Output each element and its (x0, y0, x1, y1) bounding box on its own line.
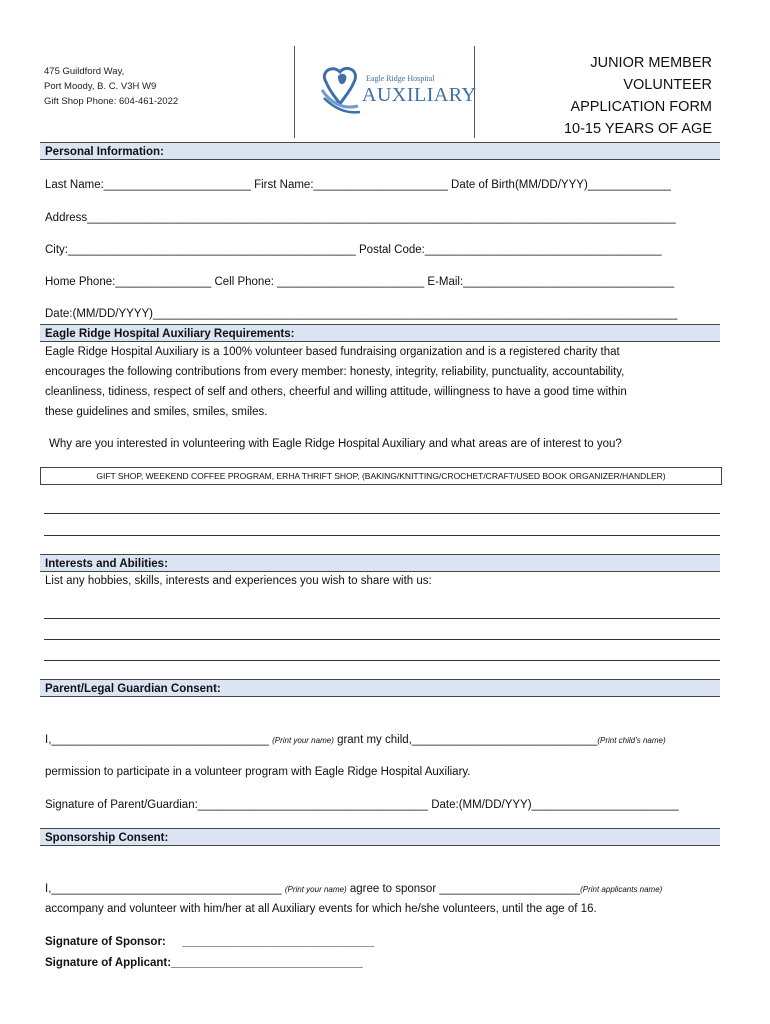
answer-line-1[interactable] (44, 513, 720, 514)
interests-line-1[interactable] (44, 618, 720, 619)
print-applicant-name-hint: (Print applicants name) (580, 885, 663, 894)
permission-text: permission to participate in a volunteer program with Eagle Ridge Hospital Auxiliary. (45, 766, 471, 778)
section-personal-information: Personal Information: (40, 142, 720, 160)
address-line-1: 475 Guildford Way, (44, 66, 125, 77)
requirements-line-4: these guidelines and smiles, smiles, smiles. (45, 406, 268, 418)
grant-text: grant my child, (337, 734, 412, 746)
sponsor-signature-label: Signature of Sponsor: (45, 936, 166, 948)
title-line-3: APPLICATION FORM (570, 99, 712, 115)
sponsor-agree-row[interactable] (45, 881, 662, 898)
applicant-name-blank[interactable]: ______________________ (439, 883, 581, 895)
sponsor-name-blank[interactable]: I,____________________________________ (45, 883, 282, 895)
agree-text: agree to sponsor (349, 883, 437, 895)
logo-text-top: Eagle Ridge Hospital (366, 74, 435, 83)
section-parent-consent: Parent/Legal Guardian Consent: (40, 679, 720, 697)
address-row[interactable]: Address____________________________________________________________________________________________ (45, 212, 676, 224)
applicant-signature-label: Signature of Applicant: (45, 957, 172, 969)
child-name-blank[interactable]: _____________________________ (411, 734, 598, 746)
section-interests: Interests and Abilities: (40, 554, 720, 572)
guardian-signature-row[interactable]: Signature of Parent/Guardian:____________________________________ Date:(MM/DD/YYY)_______________________ (45, 799, 679, 811)
section-requirements: Eagle Ridge Hospital Auxiliary Requirements: (40, 324, 720, 342)
print-child-name-hint: (Print child’s name) (597, 736, 666, 745)
applicant-signature-row[interactable] (45, 955, 363, 971)
applicant-signature-blank[interactable]: ______________________________ (171, 957, 363, 969)
title-line-1: JUNIOR MEMBER (590, 55, 712, 71)
phone-email-row[interactable]: Home Phone:_______________ Cell Phone: _______________________ E-Mail:_________________________________ (45, 276, 675, 288)
guardian-name-blank[interactable]: I,__________________________________ (45, 734, 269, 746)
requirements-paragraph (45, 342, 721, 422)
address-block (44, 64, 178, 109)
requirements-line-2: encourages the following contributions from every member: honesty, integrity, reliability, punctuality, accountability, (45, 366, 625, 378)
answer-line-2[interactable] (44, 535, 720, 536)
header-divider-left (294, 46, 295, 138)
title-line-4: 10-15 YEARS OF AGE (563, 121, 712, 137)
name-dob-row[interactable]: Last Name:_______________________ First Name:_____________________ Date of Birth(MM/DD/YYY)_____________ (45, 179, 671, 191)
section-sponsorship: Sponsorship Consent: (40, 828, 720, 846)
requirements-line-1: Eagle Ridge Hospital Auxiliary is a 100% volunteer based fundraising organization and is a registered charity that (45, 346, 620, 358)
consent-grant-row[interactable] (45, 732, 666, 749)
sponsor-signature-row[interactable] (45, 934, 374, 950)
city-postal-row[interactable]: City:_____________________________________________ Postal Code:_____________________________________ (45, 244, 662, 256)
sponsor-signature-blank[interactable]: ______________________________ (182, 936, 375, 948)
sponsor-print-name-hint: (Print your name) (284, 885, 347, 894)
auxiliary-logo (316, 60, 477, 120)
title-line-2: VOLUNTEER (623, 77, 712, 93)
logo-text-main: AUXILIARY (362, 84, 477, 106)
interests-prompt: List any hobbies, skills, interests and experiences you wish to share with us: (45, 575, 432, 587)
volunteer-areas-box: GIFT SHOP, WEEKEND COFFEE PROGRAM, ERHA THRIFT SHOP, (BAKING/KNITTING/CROCHET/CRAFT/USED BOOK ORGANIZER/HANDLER) (40, 467, 722, 485)
print-your-name-hint: (Print your name) (272, 736, 334, 745)
interest-question: Why are you interested in volunteering with Eagle Ridge Hospital Auxiliary and what areas are of interest to you? (49, 438, 622, 450)
accompany-text: accompany and volunteer with him/her at all Auxiliary events for which he/she volunteers, until the age of 16. (45, 903, 597, 915)
interests-line-3[interactable] (44, 660, 720, 661)
form-title (512, 52, 712, 140)
address-line-2: Port Moody, B. C. V3H W9 (44, 81, 157, 92)
interests-line-2[interactable] (44, 639, 720, 640)
gift-shop-phone: Gift Shop Phone: 604-461-2022 (44, 96, 179, 107)
date-row[interactable]: Date:(MM/DD/YYYY)__________________________________________________________________________________ (45, 308, 678, 320)
requirements-line-3: cleanliness, tidiness, respect of self and others, cheerful and willing attitude, willingness to have a good time within (45, 386, 627, 398)
